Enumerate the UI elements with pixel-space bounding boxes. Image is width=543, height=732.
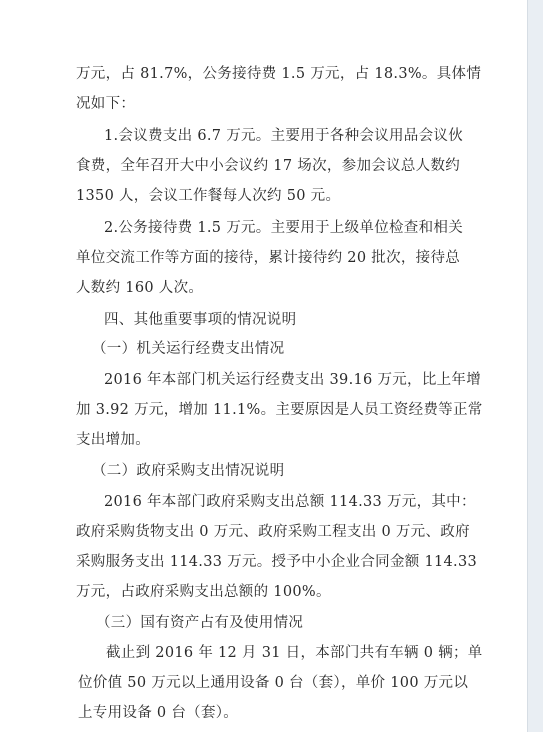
text-line: 上专用设备 0 台（套）。	[78, 705, 239, 721]
text-line: 1.会议费支出 6.7 万元。主要用于各种会议用品会议伙	[104, 128, 464, 144]
text-line: 采购服务支出 114.33 万元。授予中小企业合同金额 114.33	[76, 554, 477, 570]
subsection-heading: （三）国有资产占有及使用情况	[96, 615, 304, 631]
text-line: 人数约 160 人次。	[76, 280, 204, 296]
viewer-side-strip	[527, 0, 543, 732]
text-line: 万元，占政府采购支出总额的 100%。	[76, 584, 331, 600]
text-line: 2.公务接待费 1.5 万元。主要用于上级单位检查和相关	[104, 220, 464, 236]
text-line: 1350 人，会议工作餐每人次约 50 元。	[76, 188, 341, 204]
text-line: 万元，占 81.7%，公务接待费 1.5 万元，占 18.3%。具体情	[76, 66, 482, 82]
text-line: 2016 年本部门政府采购支出总额 114.33 万元，其中：	[104, 494, 476, 510]
text-line: 食费，全年召开大中小会议约 17 场次，参加会议总人数约	[76, 158, 461, 174]
text-line: 截止到 2016 年 12 月 31 日，本部门共有车辆 0 辆；单	[106, 645, 483, 661]
section-heading: 四、其他重要事项的情况说明	[104, 312, 297, 328]
text-line: 位价值 50 万元以上通用设备 0 台（套），单价 100 万元以	[78, 675, 469, 691]
text-line: 加 3.92 万元，增加 11.1%。主要原因是人员工资经费等正常	[76, 402, 483, 418]
text-line: 况如下：	[76, 96, 136, 112]
subsection-heading: （一）机关运行经费支出情况	[92, 341, 285, 357]
subsection-heading: （二）政府采购支出情况说明	[92, 463, 285, 479]
text-line: 支出增加。	[76, 432, 150, 448]
text-line: 政府采购货物支出 0 万元、政府采购工程支出 0 万元、政府	[76, 524, 470, 540]
text-line: 单位交流工作等方面的接待，累计接待约 20 批次，接待总	[76, 250, 461, 266]
text-line: 2016 年本部门机关运行经费支出 39.16 万元，比上年增	[104, 372, 482, 388]
